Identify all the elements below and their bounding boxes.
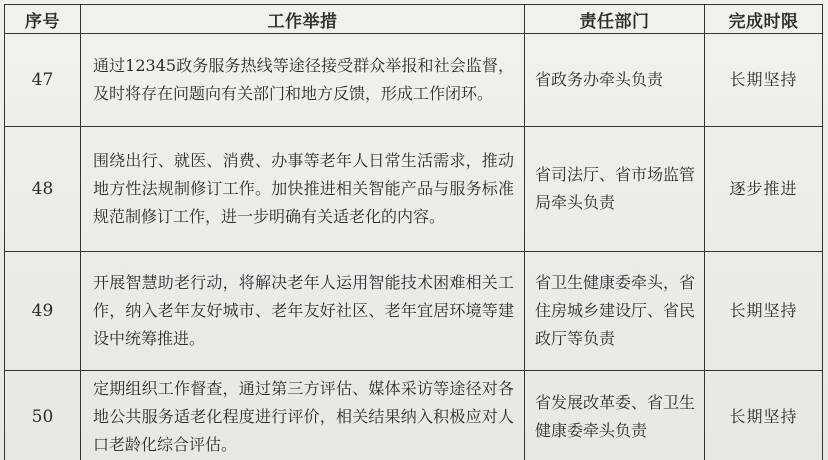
header-dept: 责任部门 [525,5,705,34]
row-deadline: 长期坚持 [705,34,823,127]
row-measure: 围绕出行、就医、消费、办事等老年人日常生活需求，推动地方性法规制修订工作。加快推进相关智能产品与服务标准规范制修订工作，进一步明确有关适老化的内容。 [81,127,525,252]
row-index: 49 [5,252,81,371]
row-measure: 通过12345政务服务热线等途径接受群众举报和社会监督，及时将存在问题向有关部门和地方反馈，形成工作闭环。 [81,34,525,127]
measures-table [4,4,823,460]
table-header-row [5,5,823,34]
row-measure: 定期组织工作督查，通过第三方评估、媒体采访等途径对各地公共服务适老化程度进行评价，相关结果纳入积极应对人口老龄化综合评估。 [81,371,525,460]
table-row [5,371,823,460]
header-index: 序号 [5,5,81,34]
row-dept: 省政务办牵头负责 [525,34,705,127]
table-row [5,252,823,371]
row-deadline: 长期坚持 [705,371,823,460]
row-dept: 省卫生健康委牵头，省住房城乡建设厅、省民政厅等负责 [525,252,705,371]
row-deadline: 逐步推进 [705,127,823,252]
header-measure: 工作举措 [81,5,525,34]
row-measure: 开展智慧助老行动，将解决老年人运用智能技术困难相关工作，纳入老年友好城市、老年友好社区、老年宜居环境等建设中统筹推进。 [81,252,525,371]
row-dept: 省发展改革委、省卫生健康委牵头负责 [525,371,705,460]
row-dept: 省司法厅、省市场监管局牵头负责 [525,127,705,252]
table-row [5,127,823,252]
row-deadline: 长期坚持 [705,252,823,371]
row-index: 48 [5,127,81,252]
table-row [5,34,823,127]
row-index: 50 [5,371,81,460]
header-deadline: 完成时限 [705,5,823,34]
row-index: 47 [5,34,81,127]
